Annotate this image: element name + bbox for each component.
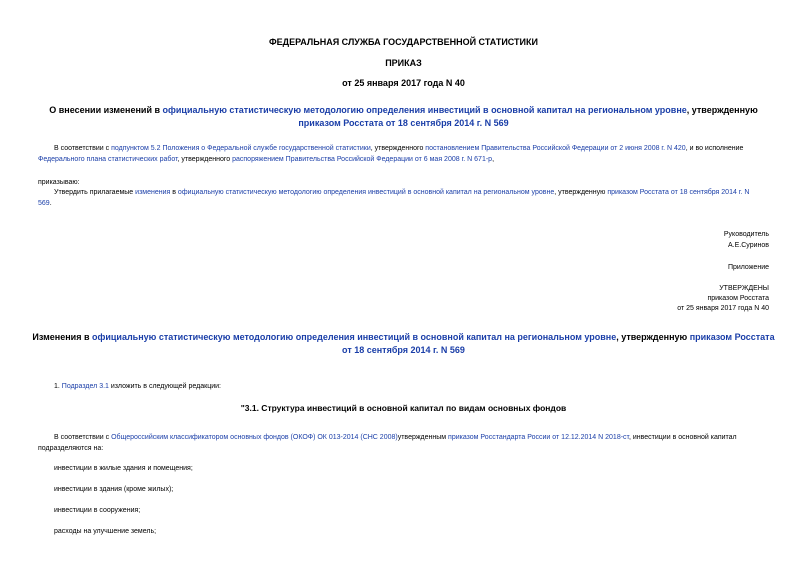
prikazyvayu: приказываю: (38, 179, 80, 186)
approved-label: УТВЕРЖДЕНЫ (719, 285, 769, 292)
rosstat-order-link[interactable]: приказом Росстата от 18 сентября 2014 г. N (607, 189, 750, 196)
list-item: инвестиции в жилые здания и помещения; (54, 465, 193, 472)
document-type: ПРИКАЗ (385, 58, 422, 68)
okof-link[interactable]: Общероссийским классификатором основных фондов (ОКОФ) ОК 013-2014 (СНС 2008) (111, 434, 398, 441)
signature-name: А.Е.Суринов (728, 242, 769, 249)
rosstat-order-link[interactable]: 569 (38, 200, 50, 207)
agency-name: ФЕДЕРАЛЬНАЯ СЛУЖБА ГОСУДАРСТВЕННОЙ СТАТИСТИКИ (269, 37, 538, 47)
title-text: О внесении изменений в (49, 105, 163, 115)
preamble: В соответствии с подпунктом 5.2 Положения о Федеральной службе государственной статистики, утвержденного постановлением Правительства Российской Федерации от 2 июня 2008 г. N 420, и во исполнение Федерального плана статистических работ, утвержденного распоряжением Правительства Российской Федерации от 6 мая 2008 г. N 671-р, (38, 145, 744, 163)
changes-title: Изменения в официальную статистическую методологию определения инвестиций в основной капитал на региональном уровне, утвержденную приказом Росстата от 18 сентября 2014 г. N 569 (32, 332, 775, 355)
methodology-link[interactable]: официальную статистическую методологию определения инвестиций в основной капитал на региональном уровне (91, 332, 617, 342)
item-1: 1. Подраздел 3.1 изложить в следующей редакции: (54, 383, 221, 390)
list-item: расходы на улучшение земель; (54, 528, 157, 535)
rosstat-order-link[interactable]: от 18 сентября 2014 г. N 569 (342, 345, 465, 355)
methodology-link[interactable]: официальную статистическую методологию определения инвестиций в основной капитал на региональном уровне (177, 189, 555, 196)
approved-by: приказом Росстата (707, 295, 769, 302)
rosstat-order-link[interactable]: приказом Росстата от 18 сентября 2014 г. N 569 (298, 118, 509, 128)
approved-date: от 25 января 2017 года N 40 (677, 305, 769, 312)
changes-link[interactable]: изменения (135, 189, 171, 196)
regulation-link[interactable]: Положения о Федеральной службе государственной статистики (162, 145, 371, 152)
section-heading: "3.1. Структура инвестиций в основной капитал по видам основных фондов (240, 403, 567, 413)
signature-role: Руководитель (723, 231, 769, 238)
resolution-link[interactable]: постановлением Правительства Российской Федерации от 2 июня 2008 г. N 420 (425, 145, 686, 152)
directive-link[interactable]: распоряжением Правительства Российской Федерации от 6 мая 2008 г. N 671-р (232, 156, 493, 163)
methodology-link[interactable]: официальную статистическую методологию определения инвестиций в основной капитал на региональном уровне (162, 105, 687, 115)
list-item: инвестиции в сооружения; (54, 507, 141, 514)
title-text: , утвержденную (686, 105, 758, 115)
statistical-plan-link[interactable]: Федерального плана статистических работ (38, 156, 178, 163)
subsection-link[interactable]: Подраздел 3.1 (61, 383, 109, 390)
classification-paragraph: В соответствии с Общероссийским классификатором основных фондов (ОКОФ) ОК 013-2014 (СНС 2008)утвержденным приказом Росстандарта России от 12.12.2014 N 2018-ст, инвестиции в основной капитал подразделяются на: (38, 434, 737, 452)
order-date-number: от 25 января 2017 года N 40 (342, 78, 465, 88)
order-clause: Утвердить прилагаемые изменения в официальную статистическую методологию определения инвестиций в основной капитал на региональном уровне, утвержденную приказом Росстата от 18 сентября 2014 г. N 569. (38, 189, 750, 207)
appendix-label: Приложение (727, 264, 769, 271)
rosstandart-order-link[interactable]: приказом Росстандарта России от 12.12.2014 N 2018-ст (448, 434, 629, 441)
rosstat-order-link[interactable]: приказом Росстата (689, 332, 775, 342)
order-title (0, 104, 807, 130)
subparagraph-link[interactable]: подпунктом 5.2 (111, 145, 161, 152)
list-item: инвестиции в здания (кроме жилых); (54, 486, 174, 493)
